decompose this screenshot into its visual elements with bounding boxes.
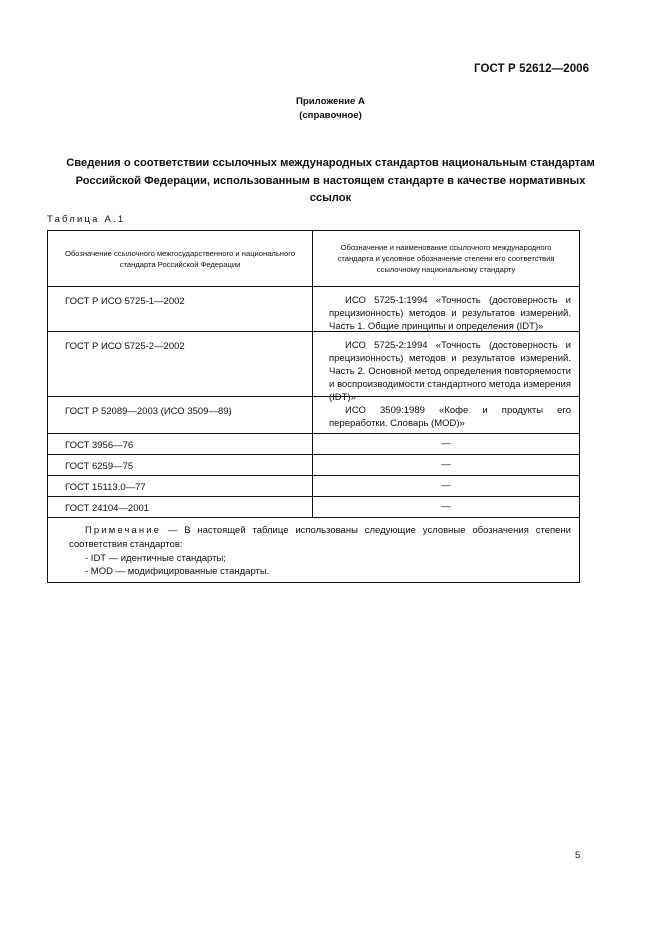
reference-standards-table [47, 230, 580, 583]
table-note-text: — В настоящей таблице использованы следующие условные обозначения степени соответствия стандартов: [69, 525, 571, 550]
table-row [48, 476, 579, 497]
section-title-line-1: Сведения о соответствии ссылочных международных стандартов национальным стандартам [66, 157, 595, 169]
table-cell-international: — [441, 459, 451, 470]
section-title-line-2: Российской Федерации, использованным в настоящем стандарте в качестве нормативных [75, 174, 586, 187]
table-note-item-mod: - MOD — модифицированные стандарты. [85, 566, 270, 578]
table-cell-national: ГОСТ Р 52089—2003 (ИСО 3509—89) [48, 397, 313, 433]
table-note-intro [69, 524, 571, 552]
header-cell-national-standard: Обозначение ссылочного межгосударственного и национального стандарта Российской Федерации [48, 231, 313, 286]
table-row [48, 287, 579, 332]
appendix-subtitle: (справочное) [299, 110, 362, 121]
header-cell-international-standard: Обозначение и наименование ссылочного международного стандарта и условное обозначение степени его соответствия ссылочному национальному стандарту [337, 243, 555, 274]
section-title-line-3: ссылок [309, 192, 352, 204]
appendix-heading [0, 95, 661, 123]
table-row [48, 455, 579, 476]
table-note-label: Примечание [85, 525, 161, 536]
table-cell-national: ГОСТ 3956—76 [48, 434, 313, 454]
table-row [48, 434, 579, 455]
table-cell-international: ИСО 5725-1:1994 «Точность (достоверность и прецизионность) методов и результатов измерений. Часть 1. Общие принципы и определения (IDT)» [329, 295, 571, 332]
document-standard-code: ГОСТ Р 52612—2006 [474, 63, 590, 75]
table-cell-international: — [441, 480, 451, 491]
table-cell-international: ИСО 5725-2:1994 «Точность (достоверность и прецизионность) методов и результатов измерений. Часть 2. Основной метод определения повторяемости и воспроизводимости стандартного метода измерения (IDT)» [329, 340, 571, 403]
table-note [48, 518, 579, 579]
table-cell-national: ГОСТ 6259—75 [48, 455, 313, 475]
page-number: 5 [575, 850, 581, 861]
table-cell-national: ГОСТ 15113.0—77 [48, 476, 313, 496]
section-title [47, 155, 614, 208]
table-cell-national: ГОСТ Р ИСО 5725-2—2002 [48, 332, 313, 396]
table-note-item-idt: - IDT — идентичные стандарты; [85, 552, 226, 564]
table-row [48, 332, 579, 403]
table-cell-international: — [441, 438, 451, 449]
table-label: Таблица А.1 [47, 214, 126, 225]
table-cell-international: ИСО 3509:1989 «Кофе и продукты его переработки. Словарь (MOD)» [329, 405, 571, 429]
table-row [48, 397, 579, 434]
table-cell-national: ГОСТ Р ИСО 5725-1—2002 [48, 287, 313, 331]
table-header-row [48, 231, 579, 287]
table-row [48, 497, 579, 518]
table-cell-national: ГОСТ 24104—2001 [48, 497, 313, 517]
table-cell-international: — [441, 501, 451, 512]
appendix-title: Приложение А [296, 96, 365, 107]
